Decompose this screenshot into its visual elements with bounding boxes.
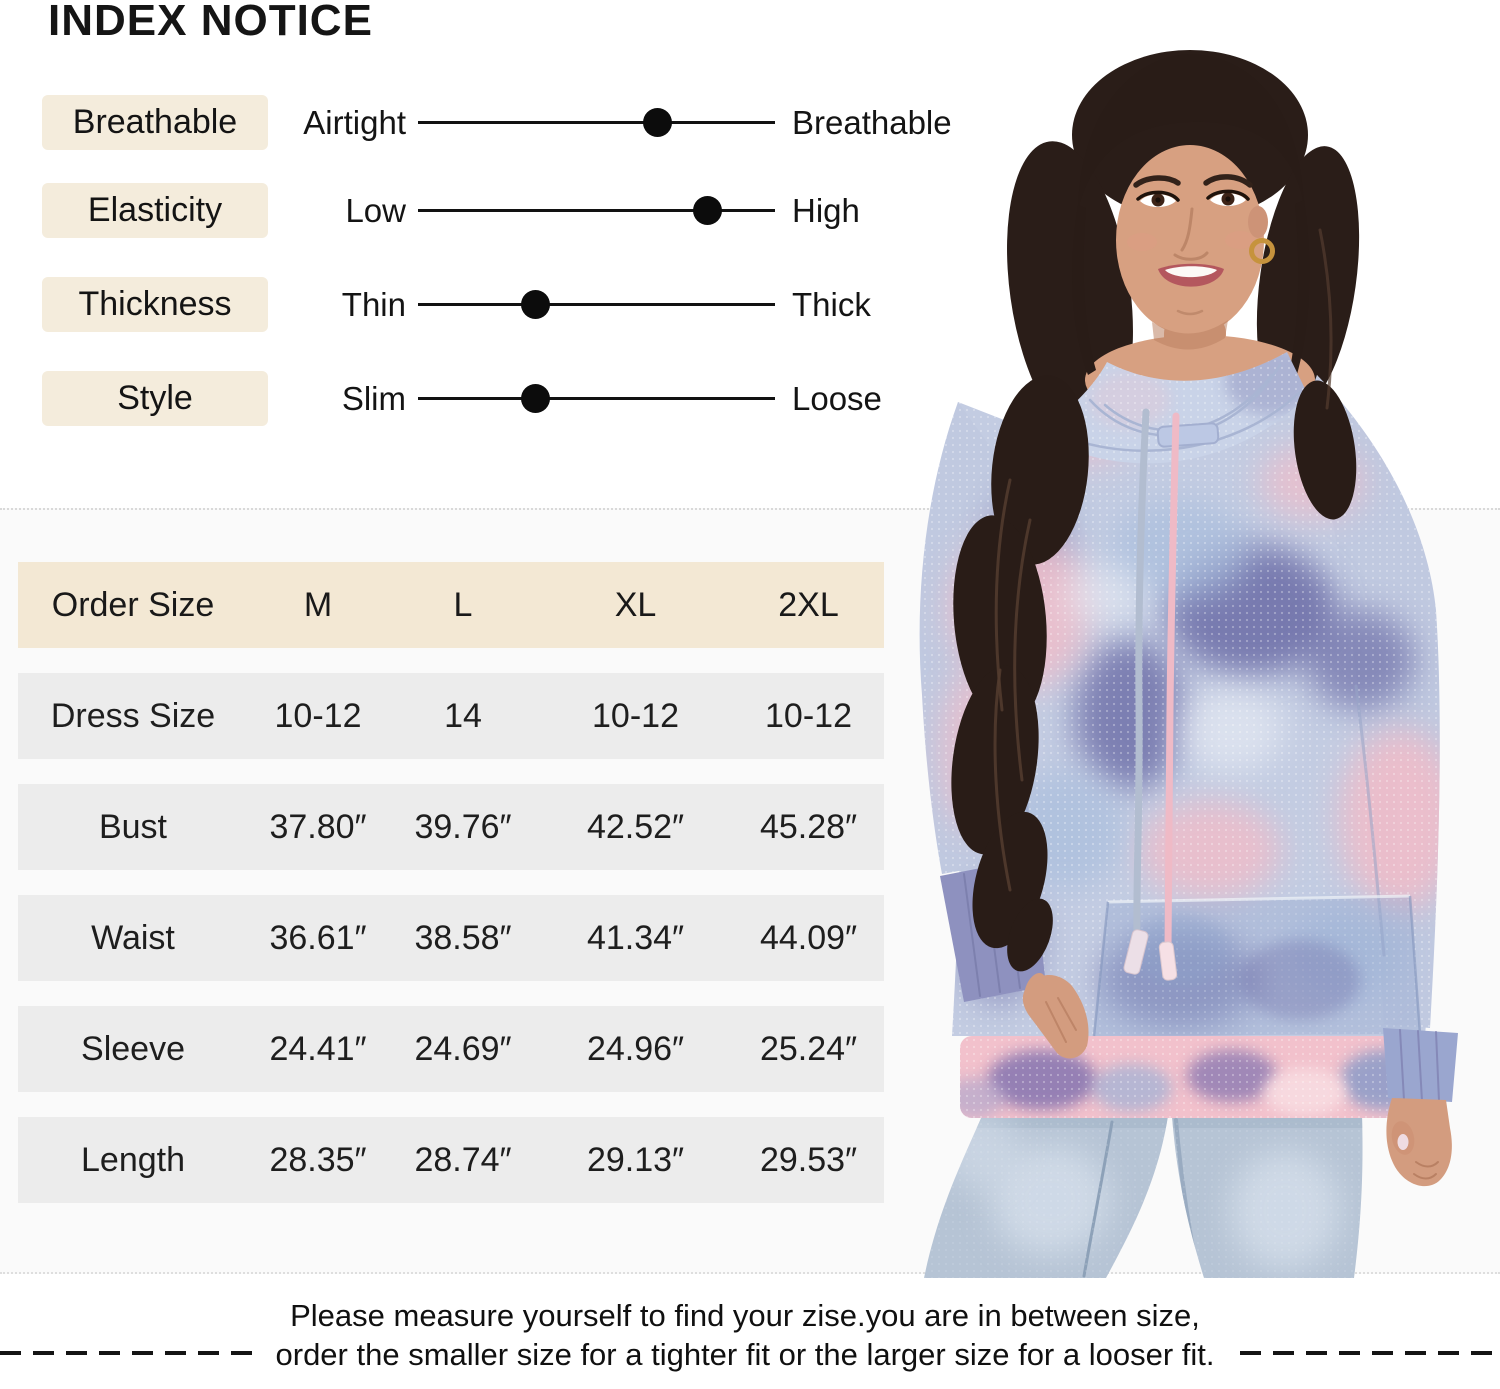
- model-pocket: [1094, 896, 1420, 1036]
- indicator-right-end: Loose: [792, 380, 882, 417]
- indicator-dot: [521, 384, 550, 413]
- cell: 10-12: [274, 696, 362, 735]
- cell: 24.69″: [414, 1029, 512, 1068]
- cell: 29.53″: [759, 1140, 858, 1179]
- indicator-left-end: Airtight: [303, 104, 406, 141]
- cell: 38.58″: [414, 918, 512, 957]
- cell: 45.28″: [759, 807, 858, 846]
- model-photo: [880, 50, 1500, 1278]
- row-label: Bust: [98, 807, 168, 846]
- indicator-scale-line: [418, 397, 775, 400]
- indicator-row: [0, 277, 900, 332]
- table-row: [18, 895, 884, 981]
- cell: 24.41″: [269, 1029, 367, 1068]
- indicator-right-end: Thick: [792, 286, 871, 323]
- size-table: [18, 562, 884, 1228]
- cell: 25.24″: [759, 1029, 858, 1068]
- cell: 28.35″: [269, 1140, 367, 1179]
- cell: 24.96″: [586, 1029, 685, 1068]
- model-right-hand: [1386, 1098, 1451, 1186]
- column-header: 2XL: [778, 585, 839, 624]
- footer-note-line2: order the smaller size for a tighter fit or the larger size for a looser fit.: [275, 1337, 1215, 1372]
- indicator-label: Elasticity: [42, 183, 268, 238]
- row-label: Dress Size: [50, 696, 216, 735]
- indicator-left-end: Slim: [341, 380, 406, 417]
- right-dashed-line: [1240, 1351, 1500, 1355]
- indicator-row: [0, 95, 952, 150]
- cell: 36.61″: [269, 918, 367, 957]
- cell: 41.34″: [586, 918, 685, 957]
- indicator-row: [0, 371, 900, 426]
- model-jeans: [920, 1110, 1370, 1278]
- indicator-left-end: Low: [345, 192, 406, 229]
- indicator-scale-line: [418, 303, 775, 306]
- cell: 39.76″: [414, 807, 512, 846]
- row-label: Waist: [91, 918, 175, 957]
- indicator-label: Breathable: [42, 95, 268, 150]
- cell: 10-12: [592, 696, 679, 735]
- indicator-left-end: Thin: [341, 286, 406, 323]
- column-header: Order Size: [51, 585, 215, 624]
- row-label: Sleeve: [81, 1029, 185, 1068]
- indicator-dot: [693, 196, 722, 225]
- cell: 10-12: [765, 696, 852, 735]
- footer-note-line1: Please measure yourself to find your zise.you are in between size,: [290, 1298, 1200, 1333]
- size-table-header-row: [18, 562, 884, 648]
- cell: 44.09″: [759, 918, 858, 957]
- table-row: [18, 784, 884, 870]
- row-label: Length: [81, 1140, 185, 1179]
- cell: 37.80″: [269, 807, 367, 846]
- cell: 28.74″: [414, 1140, 512, 1179]
- column-header: L: [453, 585, 473, 624]
- cell: 29.13″: [586, 1140, 685, 1179]
- indicator-label: Style: [42, 371, 268, 426]
- indicator-scale-line: [418, 121, 775, 124]
- indicator-label: Thickness: [42, 277, 268, 332]
- table-row: [18, 1006, 884, 1092]
- model-hem-band: [945, 1036, 1430, 1118]
- indicator-scale-line: [418, 209, 775, 212]
- footer-note: [0, 1296, 1490, 1374]
- indicator-dot: [643, 108, 672, 137]
- cell: 42.52″: [586, 807, 685, 846]
- column-header: XL: [614, 585, 657, 624]
- indicator-right-end: High: [792, 192, 860, 229]
- left-dashed-line: [0, 1351, 252, 1355]
- page-title: INDEX NOTICE: [48, 0, 373, 45]
- indicator-right-end: Breathable: [792, 104, 952, 141]
- column-header: M: [303, 585, 333, 624]
- cell: 14: [444, 696, 482, 735]
- indicator-row: [0, 183, 900, 238]
- indicator-dot: [521, 290, 550, 319]
- table-row: [18, 1117, 884, 1203]
- table-row: [18, 673, 884, 759]
